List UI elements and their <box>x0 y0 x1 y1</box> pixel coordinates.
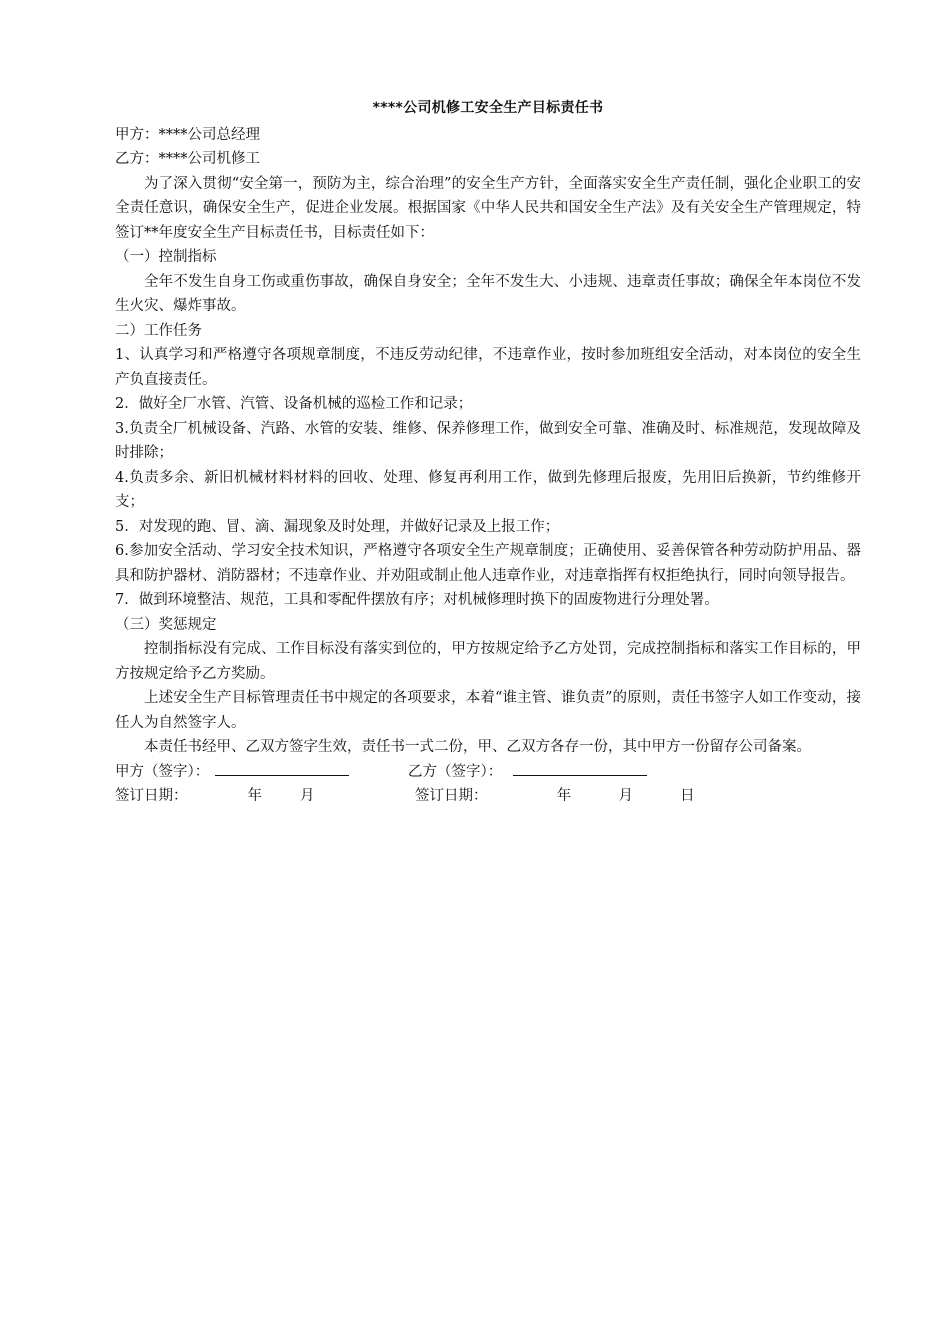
party-a-signature <box>115 760 408 785</box>
section3-heading: （三）奖惩规定 <box>115 616 217 633</box>
party-b-date <box>415 784 695 809</box>
party-a-signature-label: 甲方（签字）： <box>115 763 210 780</box>
document-page <box>115 96 861 809</box>
party-b-date-label: 签订日期： <box>415 788 488 804</box>
party-b-signature-line[interactable] <box>513 761 647 776</box>
task-item-3: 3.负责全厂机械设备、汽路、水管的安装、维修、保养修理工作，做到安全可靠、准确及时、标准规范，发现故障及时排除； <box>115 420 861 461</box>
party-a-date-label: 签订日期： <box>115 788 188 804</box>
party-a-date-month: 月 <box>300 788 315 804</box>
closing-paragraph-2: 本责任书经甲、乙双方签字生效，责任书一式二份，甲、乙双方各存一份，其中甲方一份留存公司备案。 <box>144 739 811 755</box>
task-item-7: 7．做到环境整洁、规范，工具和零配件摆放有序；对机械修理时换下的固废物进行分理处署。 <box>115 592 719 608</box>
party-a-line: 甲方：****公司总经理 <box>115 126 260 143</box>
party-b-line: 乙方：****公司机修工 <box>115 151 260 167</box>
closing-paragraph-1: 上述安全生产目标管理责任书中规定的各项要求，本着“谁主管、谁负责”的原则，责任书签字人如工作变动，接任人为自然签字人。 <box>115 690 861 731</box>
party-b-date-day: 日 <box>680 788 695 804</box>
task-item-1: 1、认真学习和严格遵守各项规章制度，不违反劳动纪律，不违章作业，按时参加班组安全活动，对本岗位的安全生产负直接责任。 <box>115 347 861 388</box>
task-item-2: 2．做好全厂水管、汽管、设备机械的巡检工作和记录； <box>115 396 473 412</box>
party-b-date-year: 年 <box>556 788 572 804</box>
party-b-signature-label: 乙方（签字）： <box>408 763 503 780</box>
task-item-4: 4.负责多余、新旧机械材料材料的回收、处理、修复再利用工作，做到先修理后报废，先用旧后换新，节约维修开支； <box>115 469 861 510</box>
section1-heading: （一）控制指标 <box>115 249 217 265</box>
party-a-date-year: 年 <box>247 788 262 804</box>
intro-paragraph: 为了深入贯彻“安全第一，预防为主，综合治理”的安全生产方针，全面落实安全生产责任制，强化企业职工的安全责任意识，确保安全生产，促进企业发展。根据国家《中华人民共和国安全生产法》及有关安全生产管理规定，特签订**年度安全生产目标责任书，目标责任如下： <box>115 175 861 241</box>
date-row <box>115 784 861 809</box>
task-item-6: 6.参加安全活动、学习安全技术知识，严格遵守各项安全生产规章制度；正确使用、妥善保管各种劳动防护用品、器具和防护器材、消防器材；不违章作业、并劝阻或制止他人违章作业，对违章指挥有权拒绝执行，同时向领导报告。 <box>115 543 861 584</box>
party-b-signature <box>408 760 647 785</box>
party-b-date-month: 月 <box>618 788 633 804</box>
party-a-date <box>115 784 415 809</box>
signature-row <box>115 760 861 785</box>
section3-body: 控制指标没有完成、工作目标没有落实到位的，甲方按规定给予乙方处罚，完成控制指标和落实工作目标的，甲方按规定给予乙方奖励。 <box>115 641 861 682</box>
document-title: ****公司机修工安全生产目标责任书 <box>372 100 604 116</box>
party-a-signature-line[interactable] <box>215 761 349 776</box>
section1-body: 全年不发生自身工伤或重伤事故，确保自身安全；全年不发生大、小违规、违章责任事故；确保全年本岗位不发生火灾、爆炸事故。 <box>115 273 861 314</box>
task-item-5: 5．对发现的跑、冒、滴、漏现象及时处理，并做好记录及上报工作； <box>115 518 560 535</box>
section2-heading: 二）工作任务 <box>115 322 202 339</box>
